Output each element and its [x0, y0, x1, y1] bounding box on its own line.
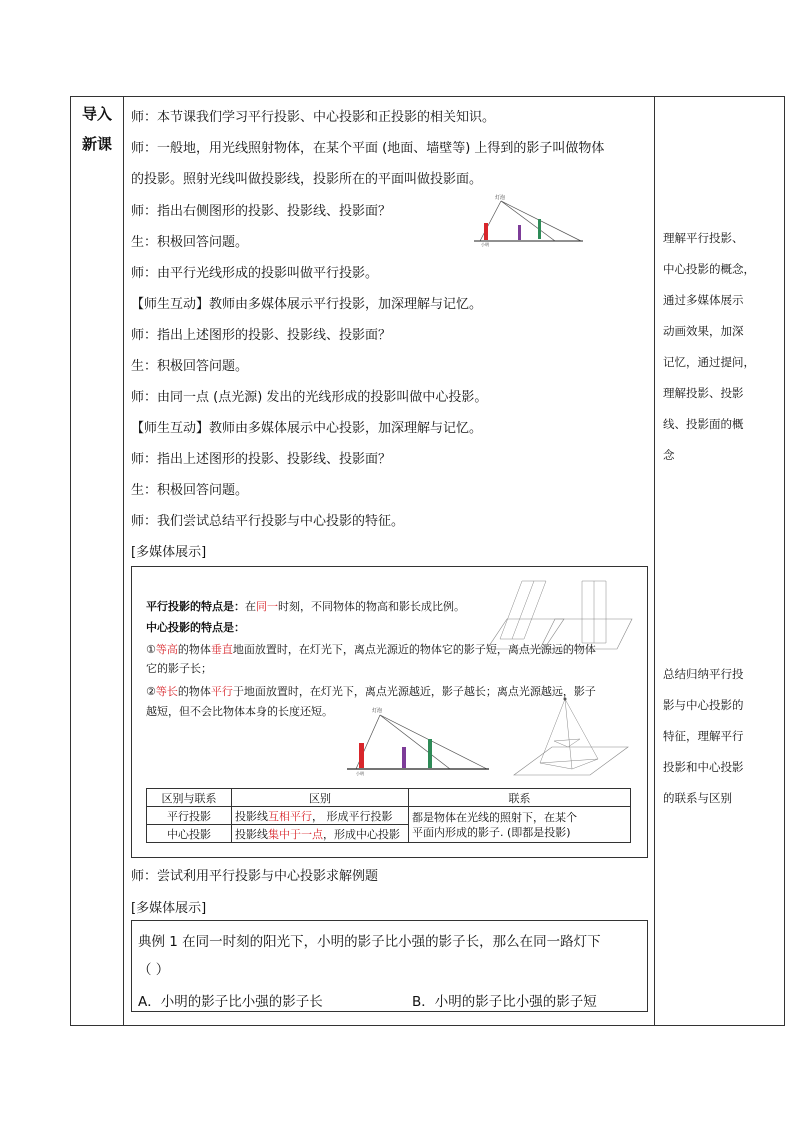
- dialogue-line: 师：本节课我们学习平行投影、中心投影和正投影的相关知识。: [131, 110, 496, 125]
- central-title: 中心投影的特点是：: [146, 621, 245, 634]
- lamp-label: 灯泡: [372, 708, 383, 714]
- parallel-projection-diagram: [482, 577, 637, 655]
- table-header: 区别: [232, 789, 409, 807]
- table-header: 区别与联系: [147, 789, 232, 807]
- table-cell: 投影线互相平行， 形成平行投影: [232, 807, 409, 825]
- dialogue-line: 师：指出上述图形的投影、投影线、投影面？: [131, 452, 392, 467]
- dialogue-line: 师：一般地，用光线照射物体，在某个平面 (地面、墙壁等) 上得到的影子叫做物体: [131, 141, 605, 156]
- dialogue-line: 师：我们尝试总结平行投影与中心投影的特征。: [131, 514, 405, 529]
- right-note-1: 理解平行投影、 中心投影的概念， 通过多媒体展示 动画效果，加深 记忆，通过提问， 理解投影、投影 线、投影面的概 念: [663, 231, 755, 462]
- dialogue-line: 【师生互动】教师由多媒体展示平行投影，加深理解与记忆。: [131, 297, 483, 312]
- dialogue-line: 师：指出上述图形的投影、投影线、投影面？: [131, 328, 392, 343]
- central-projection-diagram: [342, 705, 492, 777]
- point-light-diagram: [510, 695, 635, 779]
- dialogue-line: [多媒体展示]: [131, 901, 207, 916]
- dialogue-line: 生：积极回答问题。: [131, 359, 249, 374]
- option-a: A．小明的影子比小强的影子长: [138, 994, 323, 1010]
- example-box: [131, 920, 648, 1012]
- dialogue-line: 的投影。照射光线叫做投影线，投影所在的平面叫做投影面。: [131, 172, 483, 187]
- example-question: 典例 1 在同一时刻的阳光下，小明的影子比小强的影子长，那么在同一路灯下: [138, 934, 601, 950]
- person-label: 小明: [481, 242, 489, 247]
- comparison-table: [146, 788, 631, 843]
- section-label: 新课: [81, 135, 112, 153]
- dialogue-line: 生：积极回答问题。: [131, 235, 249, 250]
- right-note-2: 总结归纳平行投 影与中心投影的 特征，理解平行 投影和中心投影 的联系与区别: [663, 667, 744, 805]
- table-row-label: 平行投影: [147, 807, 232, 825]
- person-label: 小明: [356, 771, 364, 776]
- example-blank: （ ）: [138, 962, 170, 978]
- central-feature-1-cont: 它的影子长；: [146, 662, 212, 675]
- option-b: B．小明的影子比小强的影子短: [412, 994, 597, 1010]
- central-feature-2: ②等长的物体平行于地面放置时，在灯光下，离点光源越近，影子越长；离点光源越远，影子: [146, 685, 596, 698]
- dialogue-line: 师：由平行光线形成的投影叫做平行投影。: [131, 266, 379, 281]
- dialogue-line: [多媒体展示]: [131, 545, 207, 560]
- table-cell: 投影线集中于一点，形成中心投影: [232, 825, 409, 843]
- central-feature-1: ①等高的物体垂直地面放置时，在灯光下，离点光源近的物体它的影子短，离点光源远的物体: [146, 643, 596, 656]
- table-row-label: 中心投影: [147, 825, 232, 843]
- dialogue-line: 生：积极回答问题。: [131, 483, 249, 498]
- projection-diagram-small: [471, 193, 586, 247]
- dialogue-line: 师：尝试利用平行投影与中心投影求解例题: [131, 869, 379, 884]
- table-cell-link: 都是物体在光线的照射下，在某个 平面内形成的影子. (即都是投影): [409, 807, 631, 843]
- lesson-table: [70, 96, 785, 1026]
- multimedia-box: [131, 566, 648, 858]
- dialogue-line: 师：由同一点 (点光源) 发出的光线形成的投影叫做中心投影。: [131, 390, 488, 405]
- parallel-feature: 平行投影的特点是：在同一时刻，不同物体的物高和影长成比例。: [146, 600, 465, 613]
- dialogue-line: 【师生互动】教师由多媒体展示中心投影，加深理解与记忆。: [131, 421, 483, 436]
- lamp-label: 灯泡: [495, 195, 506, 201]
- dialogue-line: 师：指出右侧图形的投影、投影线、投影面？: [131, 204, 392, 219]
- table-header: 联系: [409, 789, 631, 807]
- column-divider: [654, 97, 655, 1025]
- central-feature-2-cont: 越短，但不会比物体本身的长度还短。: [146, 705, 333, 718]
- section-label: 导入: [81, 105, 112, 123]
- column-divider: [123, 97, 124, 1025]
